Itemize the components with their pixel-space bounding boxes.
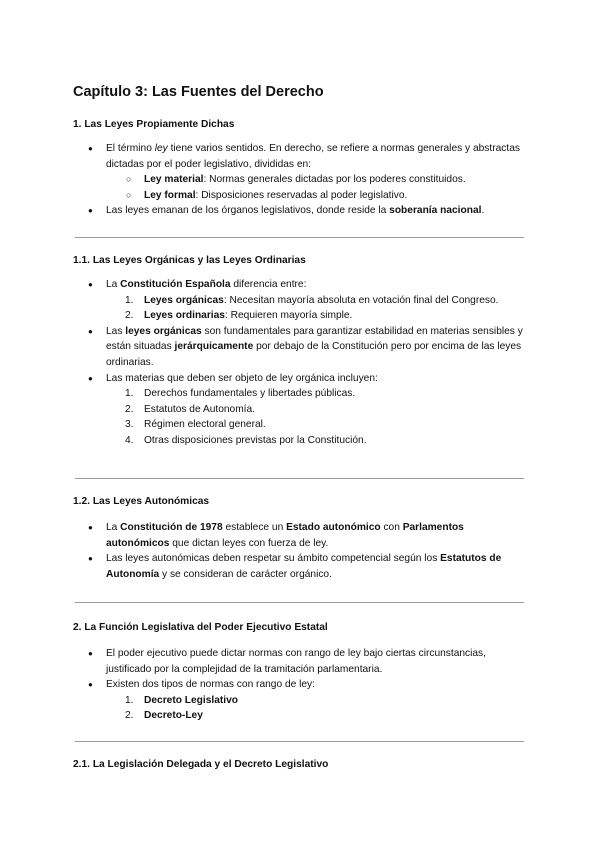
list-item-text: La Constitución Española diferencia entre: bbox=[106, 279, 307, 290]
item-number: 2. bbox=[125, 710, 134, 722]
list-item bbox=[0, 277, 600, 293]
ordered-item bbox=[0, 308, 600, 324]
bullet-icon: ● bbox=[88, 144, 93, 153]
list-item bbox=[0, 520, 600, 551]
ordered-item bbox=[0, 708, 600, 724]
section-heading-2-1: 2.1. La Legislación Delegada y el Decreto Legislativo bbox=[73, 759, 329, 770]
section-1-2-list bbox=[0, 520, 600, 582]
ordered-item bbox=[0, 693, 600, 709]
ordered-item-text: Decreto Legislativo bbox=[144, 694, 238, 706]
ordered-item-text: Otras disposiciones previstas por la Constitución. bbox=[144, 434, 367, 446]
divider bbox=[75, 602, 524, 603]
sub-list-item bbox=[0, 188, 600, 204]
list-item bbox=[0, 371, 600, 387]
list-item bbox=[0, 551, 600, 582]
bullet-icon: ● bbox=[88, 280, 93, 289]
list-item-text: Las leyes emanan de los órganos legislativos, donde reside la soberanía nacional. bbox=[106, 205, 485, 217]
section-heading-1-1: 1.1. Las Leyes Orgánicas y las Leyes Ordinarias bbox=[73, 255, 306, 266]
bullet-icon: ● bbox=[88, 206, 93, 216]
hollow-bullet-icon: ○ bbox=[126, 174, 132, 185]
divider bbox=[75, 237, 524, 238]
sub-list-item-text: Ley material: Normas generales dictadas por los poderes constituidos. bbox=[144, 174, 466, 186]
item-number: 1. bbox=[125, 294, 134, 306]
section-1-list bbox=[0, 141, 600, 219]
section-2-list bbox=[0, 646, 600, 724]
hollow-bullet-icon: ○ bbox=[126, 189, 132, 200]
list-item-text: El poder ejecutivo puede dictar normas con rango de ley bajo ciertas circunstancias, justificado por la complejidad de la tramitación parlamentaria. bbox=[106, 648, 486, 675]
sub-list-item-text: Ley formal: Disposiciones reservadas al poder legislativo. bbox=[144, 189, 408, 201]
ordered-item-text: Régimen electoral general. bbox=[144, 419, 266, 431]
list-item-text: La Constitución de 1978 establece un Estado autonómico con Parlamentos autonómicos que dictan leyes con fuerza de ley. bbox=[106, 522, 464, 549]
item-number: 3. bbox=[125, 419, 134, 431]
list-item bbox=[0, 646, 600, 677]
bullet-icon: ● bbox=[88, 326, 93, 336]
item-number: 1. bbox=[125, 388, 134, 400]
item-number: 1. bbox=[125, 694, 134, 706]
bullet-icon: ● bbox=[88, 680, 93, 690]
bullet-icon: ● bbox=[88, 554, 93, 564]
ordered-item bbox=[0, 386, 600, 402]
ordered-item bbox=[0, 293, 600, 309]
list-item bbox=[0, 324, 600, 371]
ordered-item-text: Decreto-Ley bbox=[144, 710, 203, 722]
divider bbox=[75, 741, 524, 742]
list-item bbox=[0, 677, 600, 693]
ordered-item-text: Leyes orgánicas: Necesitan mayoría absoluta en votación final del Congreso. bbox=[144, 294, 499, 306]
ordered-item-text: Leyes ordinarias: Requieren mayoría simple. bbox=[144, 310, 353, 322]
list-item bbox=[0, 203, 600, 219]
divider bbox=[75, 478, 524, 479]
ordered-item bbox=[0, 433, 600, 449]
list-item-text: Las leyes autonómicas deben respetar su ámbito competencial según los Estatutos de Autonomía y se consideran de carácter orgánico. bbox=[106, 553, 502, 580]
section-heading-1: 1. Las Leyes Propiamente Dichas bbox=[73, 119, 235, 130]
list-item-text: El término ley tiene varios sentidos. En derecho, se refiere a normas generales y abstractas dictadas por el poder legislativo, divididas en: bbox=[106, 143, 520, 170]
list-item-text: Las leyes orgánicas son fundamentales para garantizar estabilidad en materias sensibles y están situadas jerárquicamente por debajo de la Constitución pero por encima de las leyes ordinarias. bbox=[106, 325, 523, 368]
bullet-icon: ● bbox=[88, 523, 93, 532]
chapter-title: Capítulo 3: Las Fuentes del Derecho bbox=[73, 84, 324, 100]
section-heading-2: 2. La Función Legislativa del Poder Ejecutivo Estatal bbox=[73, 622, 328, 633]
bullet-icon: ● bbox=[88, 373, 93, 383]
ordered-item bbox=[0, 417, 600, 433]
item-number: 4. bbox=[125, 434, 134, 446]
ordered-item-text: Derechos fundamentales y libertades públicas. bbox=[144, 388, 356, 400]
ordered-item bbox=[0, 402, 600, 418]
bullet-icon: ● bbox=[88, 649, 93, 658]
section-1-1-list bbox=[0, 277, 600, 449]
list-item-text: Las materias que deben ser objeto de ley orgánica incluyen: bbox=[106, 372, 378, 384]
sub-list-item bbox=[0, 172, 600, 188]
ordered-item-text: Estatutos de Autonomía. bbox=[144, 403, 256, 415]
list-item-text: Existen dos tipos de normas con rango de ley: bbox=[106, 679, 315, 691]
item-number: 2. bbox=[125, 403, 134, 415]
section-heading-1-2: 1.2. Las Leyes Autonómicas bbox=[73, 496, 210, 507]
list-item bbox=[0, 141, 600, 172]
item-number: 2. bbox=[125, 310, 134, 322]
